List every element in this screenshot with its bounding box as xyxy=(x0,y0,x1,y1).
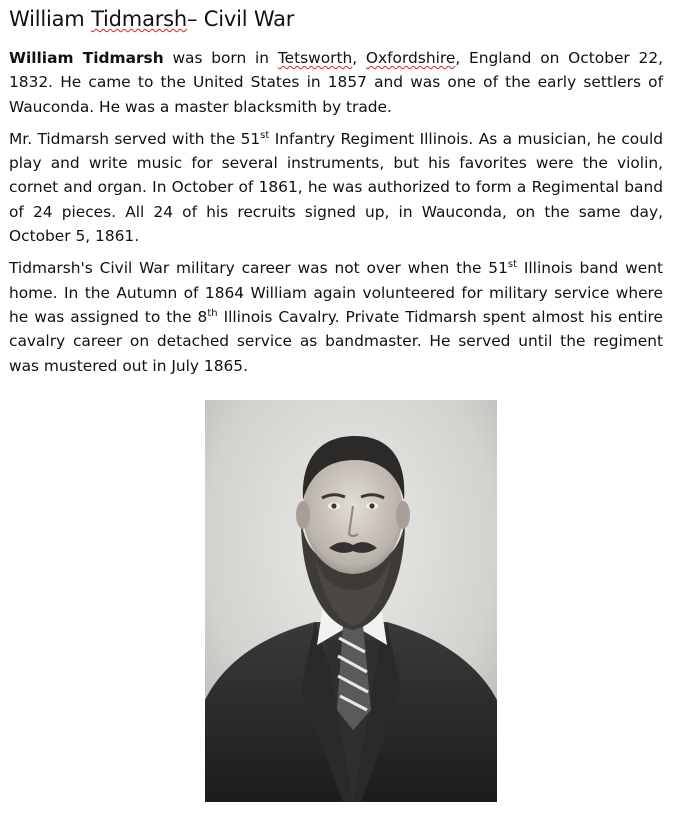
paragraph-text: Tidmarsh's Civil War military career was not over when the 51 xyxy=(9,259,508,278)
paragraph-text: Illinois band went home. In the Autumn of 1864 William again volunteered for military service where he was assigned to the 8 xyxy=(9,259,663,326)
paragraph-text: , xyxy=(352,49,366,67)
title-first-name: William xyxy=(9,7,85,31)
paragraph-infantry xyxy=(9,127,663,248)
title-last-name: Tidmarsh xyxy=(91,7,188,31)
superscript: st xyxy=(507,259,517,271)
paragraph-text: , England on October 22, 1832. He came to the United States in 1857 and was one of the early settlers of Wauconda. He was a master blacksmith by trade. xyxy=(9,49,663,116)
superscript: th xyxy=(207,307,218,319)
paragraph-text: Infantry Regiment Illinois. As a musician, he could play and write music for several instruments, but his favorites were the violin, cornet and organ. In October of 1861, he was authorized to form a Regimental band of 24 pieces. All 24 of his recruits signed up, in Wauconda, on the same day, October 5, 1861. xyxy=(9,129,663,246)
paragraph-cavalry xyxy=(9,256,663,377)
page-title xyxy=(9,6,663,32)
paragraph-text: Mr. Tidmarsh served with the 51 xyxy=(9,129,261,148)
bold-name: William Tidmarsh xyxy=(9,49,164,67)
portrait-photo xyxy=(205,400,497,802)
paragraph-text: Illinois Cavalry. Private Tidmarsh spent almost his entire cavalry career on detached service as bandmaster. He served until the regiment was mustered out in July 1865. xyxy=(9,307,663,375)
paragraph-birth xyxy=(9,46,663,119)
place-oxfordshire: Oxfordshire xyxy=(365,49,456,67)
paragraph-text: was born in xyxy=(163,49,278,67)
title-suffix: – Civil War xyxy=(187,7,295,31)
portrait-illustration xyxy=(205,400,497,802)
superscript: st xyxy=(260,129,270,141)
document-page xyxy=(9,0,663,378)
place-tetsworth: Tetsworth xyxy=(277,49,353,67)
